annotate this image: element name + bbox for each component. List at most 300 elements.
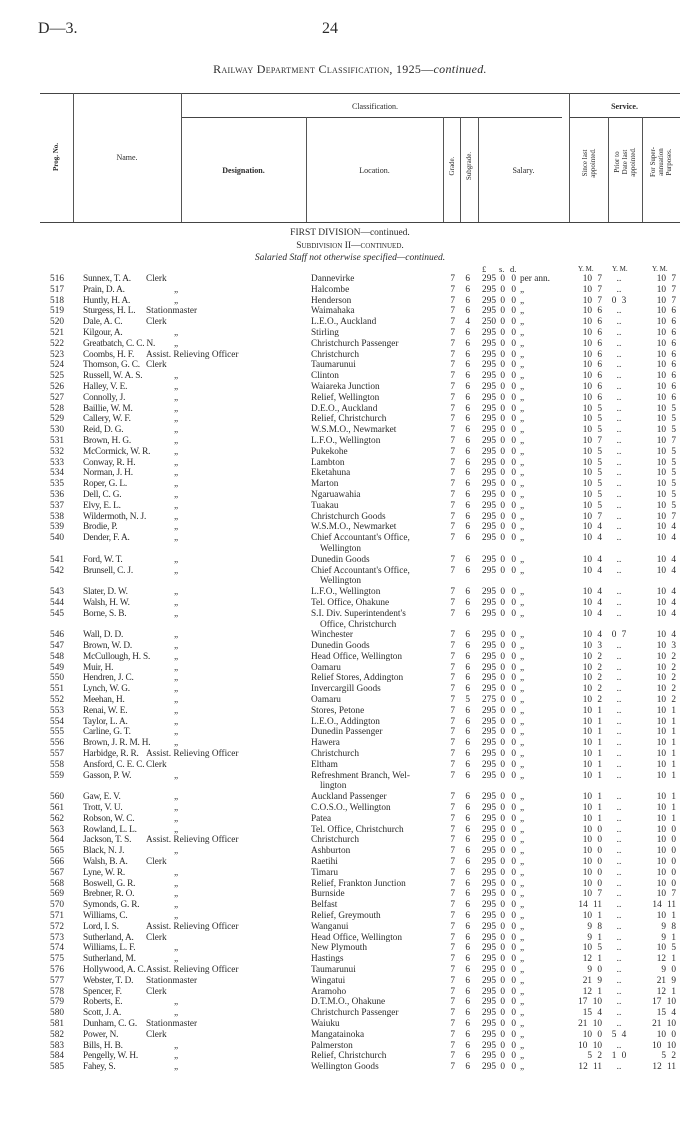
salary-pence: 0	[511, 360, 516, 371]
salary-note: „	[520, 500, 525, 511]
salary-shillings: 0	[500, 900, 505, 911]
salary-pence: 0	[511, 662, 516, 673]
service-superannuation: 10 7	[656, 284, 676, 295]
designation: „	[174, 295, 179, 306]
service-since-last-appointed: 10 7	[582, 295, 602, 306]
location: Waiuku	[311, 1018, 340, 1029]
prog-no: 521	[50, 327, 64, 338]
salary-note: „	[520, 813, 525, 824]
location: Head Office, Wellington	[311, 932, 403, 943]
service-prior: ..	[616, 306, 622, 317]
salary-note: „	[520, 803, 525, 814]
designation: „	[174, 630, 179, 641]
salary-pence: 0	[511, 857, 516, 868]
salary-pounds: 295	[482, 338, 496, 349]
prog-no: 517	[50, 284, 64, 295]
salary-shillings: 0	[500, 630, 505, 641]
service-superannuation: 10 1	[656, 727, 676, 738]
grade: 7	[450, 479, 455, 490]
designation: „	[174, 1008, 179, 1019]
salary-pence: 0	[511, 435, 516, 446]
service-superannuation: 10 1	[656, 770, 676, 781]
service-prior: 5 4	[611, 1029, 627, 1040]
table-row	[0, 306, 700, 317]
service-since-last-appointed: 10 0	[582, 846, 602, 857]
grade: 7	[450, 673, 455, 684]
location-continued: lington	[320, 781, 347, 792]
salary-pence: 0	[511, 695, 516, 706]
col-divider	[608, 117, 609, 222]
grade: 7	[450, 835, 455, 846]
prog-no: 525	[50, 371, 64, 382]
table-row	[0, 490, 700, 501]
designation: Assist. Relieving Officer	[146, 965, 239, 975]
location: Eltham	[311, 759, 338, 770]
staff-name: Norman, J. H.	[83, 468, 133, 479]
location: Winchester	[311, 630, 353, 641]
salary-note: „	[520, 425, 525, 436]
grade: 7	[450, 349, 455, 360]
table-row	[0, 328, 700, 339]
salary-pounds: 295	[482, 349, 496, 360]
subgrade: 6	[465, 749, 470, 760]
service-since-last-appointed: 10 4	[582, 554, 602, 565]
subgrade: 6	[465, 403, 470, 414]
subgrade: 6	[465, 457, 470, 468]
service-prior: ..	[616, 911, 622, 922]
salary-pence: 0	[511, 500, 516, 511]
service-since-last-appointed: 10 3	[582, 641, 602, 652]
grade: 7	[450, 1029, 455, 1040]
designation: Stationmaster	[146, 975, 198, 986]
table-row	[0, 997, 700, 1008]
service-since-last-appointed: 10 6	[582, 327, 602, 338]
salary-pounds: 295	[482, 425, 496, 436]
salary-pence: 0	[511, 975, 516, 986]
service-prior: ..	[616, 274, 622, 284]
service-since-last-appointed: 10 0	[582, 835, 602, 846]
grade: 7	[450, 641, 455, 652]
location: Dunedin Passenger	[311, 727, 383, 738]
staff-name: Sunnex, T. A.	[83, 274, 131, 284]
table-row	[0, 447, 700, 458]
salary-pence: 0	[511, 533, 516, 544]
service-prior: ..	[616, 338, 622, 349]
service-since-last-appointed: 10 1	[582, 813, 602, 824]
service-superannuation: 10 1	[656, 803, 676, 814]
salary-pounds: 295	[482, 921, 496, 932]
service-superannuation: 10 0	[656, 857, 676, 868]
table-row	[0, 954, 700, 965]
service-superannuation: 10 4	[656, 533, 676, 544]
grade: 7	[450, 500, 455, 511]
subgrade: 6	[465, 986, 470, 997]
salary-shillings: 0	[500, 824, 505, 835]
service-superannuation: 10 5	[656, 414, 676, 425]
location: Tuakau	[311, 500, 339, 511]
salary-shillings: 0	[500, 803, 505, 814]
subgrade: 6	[465, 1008, 470, 1019]
designation: „	[174, 371, 179, 382]
salary-pounds: 295	[482, 759, 496, 770]
location: Oamaru	[311, 662, 341, 673]
grade: 7	[450, 867, 455, 878]
salary-pence: 0	[511, 608, 516, 619]
salary-pounds: 295	[482, 867, 496, 878]
service-prior: ..	[616, 792, 622, 803]
subgrade: 6	[465, 414, 470, 425]
table-row	[0, 533, 700, 555]
salary-pounds: 295	[482, 792, 496, 803]
salary-pence: 0	[511, 889, 516, 900]
salary-pence: 0	[511, 1029, 516, 1040]
staff-name: Wildermoth, N. J.	[83, 511, 147, 522]
salary-pence: 0	[511, 457, 516, 468]
salary-pounds: 295	[482, 889, 496, 900]
service-superannuation: 12 1	[656, 954, 676, 965]
salary-note: „	[520, 468, 525, 479]
location: Belfast	[311, 900, 338, 911]
salary-pence: 0	[511, 749, 516, 760]
salary-shillings: 0	[500, 738, 505, 749]
salary-pounds: 295	[482, 457, 496, 468]
salary-pence: 0	[511, 986, 516, 997]
service-superannuation: 10 4	[656, 630, 676, 641]
service-superannuation: 10 10	[652, 1040, 676, 1051]
grade: 7	[450, 997, 455, 1008]
salary-pounds: 250	[482, 317, 496, 328]
service-prior: ..	[616, 392, 622, 403]
prog-no: 574	[50, 943, 64, 954]
service-prior: ..	[616, 511, 622, 522]
service-since-last-appointed: 10 0	[582, 824, 602, 835]
service-prior: ..	[616, 381, 622, 392]
location: Stores, Petone	[311, 705, 365, 716]
salary-note: „	[520, 349, 525, 360]
table-row	[0, 1062, 700, 1073]
service-superannuation: 10 0	[656, 1029, 676, 1040]
staff-name: Bills, H. B.	[83, 1040, 123, 1051]
prog-no: 568	[50, 878, 64, 889]
salary-shillings: 0	[500, 511, 505, 522]
location: Eketahuna	[311, 468, 351, 479]
salary-shillings: 0	[500, 813, 505, 824]
service-prior: ..	[616, 554, 622, 565]
grade: 7	[450, 403, 455, 414]
salary-pounds: 295	[482, 727, 496, 738]
service-since-last-appointed: 10 7	[582, 511, 602, 522]
table-row	[0, 900, 700, 911]
location: Refreshment Branch, Wel-	[311, 770, 410, 781]
salary-shillings: 0	[500, 997, 505, 1008]
salary-shillings: 0	[500, 608, 505, 619]
salary-pence: 0	[511, 349, 516, 360]
service-since-last-appointed: 10 4	[582, 630, 602, 641]
service-prior: ..	[616, 284, 622, 295]
service-prior: ..	[616, 673, 622, 684]
salary-pence: 0	[511, 425, 516, 436]
salary-shillings: 0	[500, 954, 505, 965]
service-prior: ..	[616, 446, 622, 457]
salary-note: „	[520, 954, 525, 965]
table-row	[0, 317, 700, 328]
staff-name: Wall, D. D.	[83, 630, 124, 641]
salary-shillings: 0	[500, 435, 505, 446]
service-prior: ..	[616, 522, 622, 533]
service-prior: ..	[616, 954, 622, 965]
prog-no: 538	[50, 511, 64, 522]
location: Taumarunui	[311, 965, 356, 975]
service-since-last-appointed: 10 2	[582, 684, 602, 695]
staff-name: McCormick, W. R.	[83, 446, 151, 457]
page-number: 24	[322, 20, 338, 37]
prog-no: 522	[50, 338, 64, 349]
salary-shillings: 0	[500, 1062, 505, 1073]
salary-pence: 0	[511, 770, 516, 781]
salary-note: „	[520, 522, 525, 533]
designation: „	[174, 1051, 179, 1062]
salary-pounds: 295	[482, 500, 496, 511]
salary-shillings: 0	[500, 392, 505, 403]
location: Raetihi	[311, 857, 338, 868]
designation: „	[174, 381, 179, 392]
table-row	[0, 436, 700, 447]
prog-no: 519	[50, 306, 64, 317]
location: New Plymouth	[311, 943, 368, 954]
prog-no: 573	[50, 932, 64, 943]
service-since-last-appointed: 10 1	[582, 759, 602, 770]
designation: „	[174, 846, 179, 857]
service-superannuation: 21 10	[652, 1018, 676, 1029]
grade: 7	[450, 1062, 455, 1073]
location: Oamaru	[311, 695, 341, 706]
designation: „	[174, 684, 179, 695]
location: L.F.O., Wellington	[311, 435, 381, 446]
location: Halcombe	[311, 284, 350, 295]
service-superannuation: 10 0	[656, 867, 676, 878]
designation: „	[174, 597, 179, 608]
table-row	[0, 943, 700, 954]
service-since-last-appointed: 10 7	[582, 284, 602, 295]
location: S.I. Div. Superintendent's	[311, 608, 406, 619]
grade: 7	[450, 1051, 455, 1062]
staff-name: Meehan, H.	[83, 695, 125, 706]
subgrade: 6	[465, 565, 470, 576]
prog-no: 566	[50, 857, 64, 868]
staff-name: Gaw, E. V.	[83, 792, 121, 803]
prog-no: 542	[50, 565, 64, 576]
staff-name: Webster, T. D.	[83, 975, 134, 986]
salary-pounds: 295	[482, 533, 496, 544]
table-row	[0, 501, 700, 512]
table-row	[0, 792, 700, 803]
subgrade: 6	[465, 792, 470, 803]
table-row	[0, 835, 700, 846]
page-title	[0, 62, 700, 77]
table-row	[0, 641, 700, 652]
table-row	[0, 382, 700, 393]
salary-shillings: 0	[500, 446, 505, 457]
prog-no: 551	[50, 684, 64, 695]
staff-name: Thomson, G. C.	[83, 360, 140, 371]
salary-pence: 0	[511, 932, 516, 943]
salary-pounds: 295	[482, 1062, 496, 1073]
service-superannuation: 12 11	[652, 1062, 676, 1073]
designation: Assist. Relieving Officer	[146, 921, 239, 932]
service-since-last-appointed: 10 4	[582, 533, 602, 544]
grade: 7	[450, 306, 455, 317]
subgrade: 6	[465, 479, 470, 490]
service-prior: ..	[616, 889, 622, 900]
service-prior: ..	[616, 468, 622, 479]
table-row	[0, 479, 700, 490]
prog-no: 532	[50, 446, 64, 457]
salary-pence: 0	[511, 479, 516, 490]
subgrade: 6	[465, 727, 470, 738]
prog-no: 555	[50, 727, 64, 738]
salary-note: „	[520, 1018, 525, 1029]
staff-name: Rowland, L. L.	[83, 824, 137, 835]
salary-pence: 0	[511, 1051, 516, 1062]
prog-no: 548	[50, 651, 64, 662]
grade: 7	[450, 813, 455, 824]
table-row	[0, 274, 700, 285]
service-superannuation: 10 6	[656, 360, 676, 371]
service-since-last-appointed: 10 6	[582, 360, 602, 371]
salary-shillings: 0	[500, 889, 505, 900]
table-row	[0, 1030, 700, 1041]
subgrade: 6	[465, 1051, 470, 1062]
staff-name: Symonds, G. R.	[83, 900, 140, 911]
table-row	[0, 987, 700, 998]
salary-pence: 0	[511, 511, 516, 522]
salary-shillings: 0	[500, 468, 505, 479]
service-prior: ..	[616, 716, 622, 727]
salary-pounds: 295	[482, 446, 496, 457]
service-since-last-appointed: 10 5	[582, 403, 602, 414]
grade: 7	[450, 975, 455, 986]
location: D.E.O., Auckland	[311, 403, 378, 414]
grade: 7	[450, 759, 455, 770]
salary-shillings: 0	[500, 403, 505, 414]
grade: 7	[450, 371, 455, 382]
salary-note: „	[520, 835, 525, 846]
prog-no: 559	[50, 770, 64, 781]
salary-shillings: 0	[500, 878, 505, 889]
salary-shillings: 0	[500, 349, 505, 360]
prog-no: 572	[50, 921, 64, 932]
staff-name: Brodie, P.	[83, 522, 118, 533]
prog-no: 541	[50, 554, 64, 565]
salary-pence: 0	[511, 403, 516, 414]
salary-shillings: 0	[500, 1040, 505, 1051]
service-superannuation: 10 7	[656, 435, 676, 446]
prog-no: 557	[50, 749, 64, 760]
location: Waiareka Junction	[311, 381, 380, 392]
table-row	[0, 350, 700, 361]
salary-shillings: 0	[500, 867, 505, 878]
table-row	[0, 803, 700, 814]
designation: Clerk	[146, 317, 167, 328]
service-since-last-appointed: 10 7	[582, 274, 602, 284]
service-since-last-appointed: 10 7	[582, 435, 602, 446]
service-superannuation: 10 7	[656, 295, 676, 306]
salary-pence: 0	[511, 317, 516, 328]
staff-name: Kilgour, A.	[83, 327, 123, 338]
service-prior: ..	[616, 759, 622, 770]
designation: „	[174, 662, 179, 673]
salary-pence: 0	[511, 446, 516, 457]
prog-no: 533	[50, 457, 64, 468]
salary-shillings: 0	[500, 695, 505, 706]
salary-pounds: 295	[482, 857, 496, 868]
service-superannuation: 10 2	[656, 684, 676, 695]
service-prior: ..	[616, 738, 622, 749]
location: Timaru	[311, 867, 339, 878]
salary-pence: 0	[511, 911, 516, 922]
salary-pence: 0	[511, 997, 516, 1008]
prog-no: 570	[50, 900, 64, 911]
salary-pence: 0	[511, 392, 516, 403]
grade: 7	[450, 587, 455, 598]
service-since-last-appointed: 10 4	[582, 608, 602, 619]
subgrade: 6	[465, 867, 470, 878]
staff-name: Taylor, L. A.	[83, 716, 128, 727]
salary-note: „	[520, 1029, 525, 1040]
salary-shillings: 0	[500, 295, 505, 306]
grade: 7	[450, 360, 455, 371]
subgrade: 4	[465, 317, 470, 328]
service-superannuation: 14 11	[652, 900, 676, 911]
designation: „	[174, 889, 179, 900]
salary-shillings: 0	[500, 414, 505, 425]
salary-pence: 0	[511, 965, 516, 975]
subgrade: 6	[465, 759, 470, 770]
subgrade: 6	[465, 878, 470, 889]
salary-note: „	[520, 360, 525, 371]
salary-pounds: 295	[482, 662, 496, 673]
table-row	[0, 360, 700, 371]
table-row	[0, 512, 700, 523]
service-since-last-appointed: 21 10	[578, 1018, 602, 1029]
document-reference: D—3.	[38, 20, 78, 37]
salary-shillings: 0	[500, 651, 505, 662]
service-prior: ..	[616, 835, 622, 846]
designation: „	[174, 770, 179, 781]
salary-pence: 0	[511, 468, 516, 479]
salary-note: „	[520, 608, 525, 619]
service-superannuation: 10 0	[656, 878, 676, 889]
service-prior: ..	[616, 943, 622, 954]
staff-name: Spencer, F.	[83, 986, 122, 997]
service-prior: ..	[616, 997, 622, 1008]
service-superannuation: 10 2	[656, 695, 676, 706]
staff-name: Roberts, E.	[83, 997, 123, 1008]
prog-no: 539	[50, 522, 64, 533]
grade: 7	[450, 943, 455, 954]
salary-note: „	[520, 533, 525, 544]
subgrade: 6	[465, 371, 470, 382]
salary-shillings: 0	[500, 662, 505, 673]
staff-name: Boswell, G. R.	[83, 878, 136, 889]
designation: „	[174, 997, 179, 1008]
service-since-last-appointed: 10 4	[582, 587, 602, 598]
prog-no: 585	[50, 1062, 64, 1073]
service-since-last-appointed: 10 1	[582, 911, 602, 922]
salary-pounds: 295	[482, 965, 496, 975]
table-row	[0, 1019, 700, 1030]
grade: 7	[450, 338, 455, 349]
